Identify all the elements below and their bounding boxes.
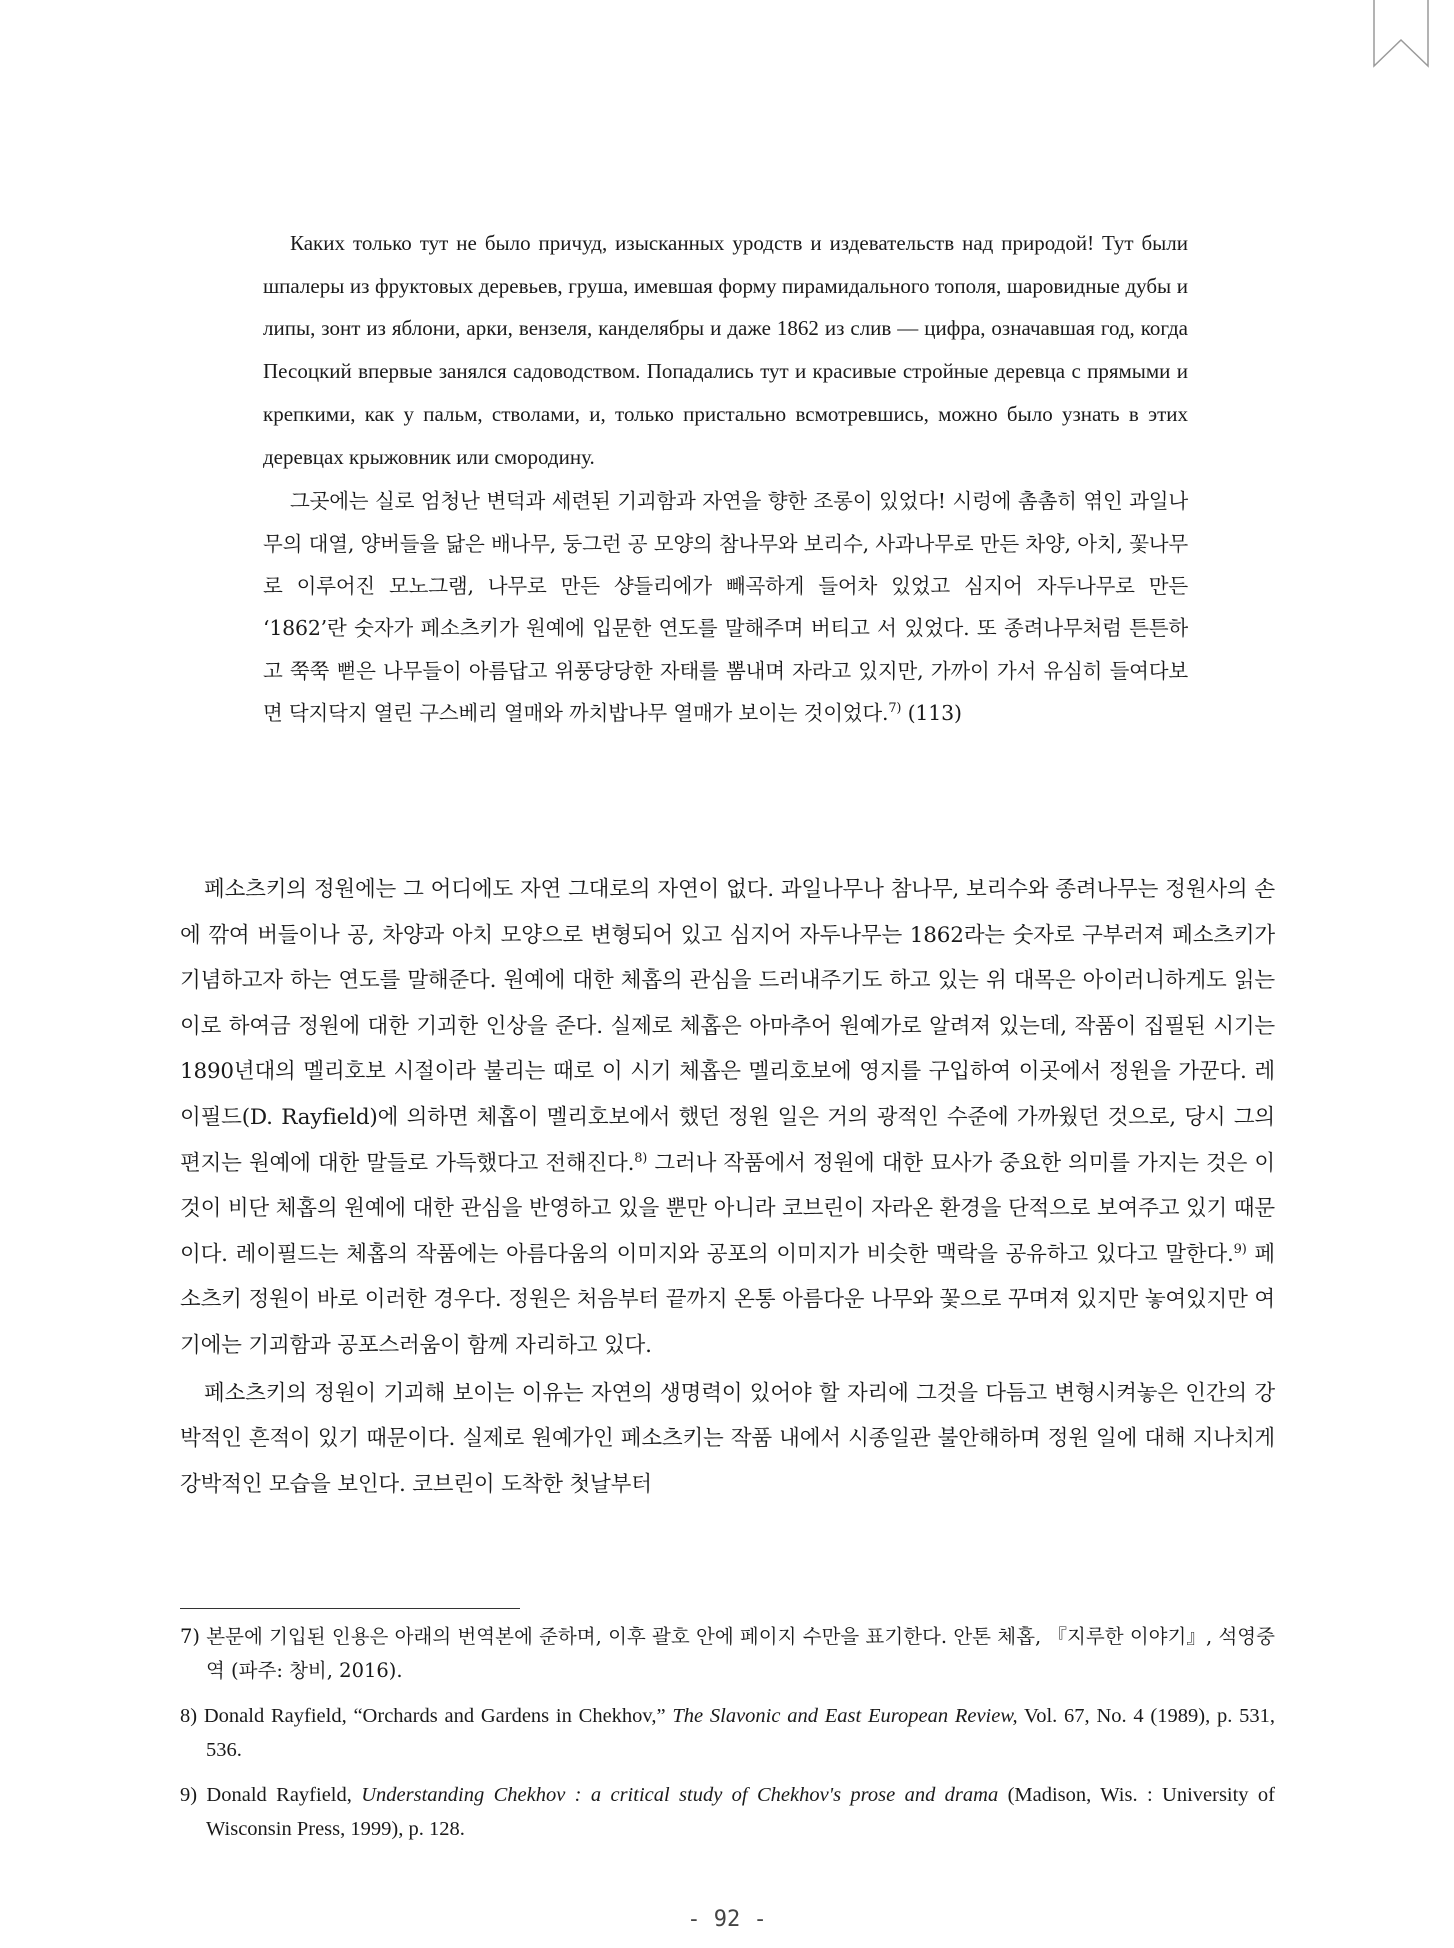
footnote-7: 7) 본문에 기입된 인용은 아래의 번역본에 준하며, 이후 괄호 안에 페이지 수만을 표기한다. 안톤 체홉, 『지루한 이야기』, 석영중 역 (파주: 창비, 2016). bbox=[180, 1625, 1275, 1682]
footnote-9-book-title: Understanding Chekhov : a critical study of Chekhov's prose and drama bbox=[361, 1784, 999, 1806]
footnote-8-text-b: Vol. 67, No. 4 (1989), p. 531, 536. bbox=[206, 1705, 1276, 1761]
block-quote bbox=[263, 222, 1188, 735]
footnotes bbox=[180, 1620, 1275, 1857]
footnote-9-text-a: 9) Donald Rayfield, bbox=[180, 1784, 362, 1806]
body-paragraph-1 bbox=[180, 867, 1275, 1369]
body-paragraph-1-part-a: 페소츠키의 정원에는 그 어디에도 자연 그대로의 자연이 없다. 과일나무나 참나무, 보리수와 종려나무는 정원사의 손에 깎여 버들이나 공, 차양과 아치 모양으로 변형되어 있고 심지어 자두나무는 1862라는 숫자로 구부러져 페소츠키가 기념하고자 하는 연도를 말해준다. 원예에 대한 체홉의 관심을 드러내주기도 하고 있는 위 대목은 아이러니하게도 읽는 이로 하여금 정원에 대한 기괴한 인상을 준다. 실제로 체홉은 아마추어 원예가로 알려져 있는데, 작품이 집필된 시기는 1890년대의 멜리호보 시절이라 불리는 때로 이 시기 체홉은 멜리호보에 영지를 구입하여 이곳에서 정원을 가꾼다. 레이필드(D. Rayfield)에 의하면 체홉이 멜리호보에서 했던 정원 일은 거의 광적인 수준에 가까웠던 것으로, 당시 그의 편지는 원예에 대한 말들로 가득했다고 전해진다. bbox=[180, 877, 1275, 1176]
quote-page-ref: (113) bbox=[901, 701, 962, 726]
footnote-ref-8[interactable]: 8) bbox=[634, 1150, 648, 1166]
body-paragraph-2: 페소츠키의 정원이 기괴해 보이는 이유는 자연의 생명력이 있어야 할 자리에 그것을 다듬고 변형시켜놓은 인간의 강박적인 흔적이 있기 때문이다. 실제로 원예가인 페소츠키는 작품 내에서 시종일관 불안해하며 정원 일에 대해 지나치게 강박적인 모습을 보인다. 코브린이 도착한 첫날부터 bbox=[180, 1380, 1275, 1497]
body-text bbox=[180, 867, 1275, 1507]
body-paragraph-1-part-c: 페소츠키 정원이 바로 이러한 경우다. 정원은 처음부터 끝까지 온통 아름다운 나무와 꽃으로 꾸며져 있지만 놓여있지만 여기에는 기괴함과 공포스러움이 함께 자리하고 있다. bbox=[180, 1241, 1275, 1358]
footnote-9-text-b: (Madison, Wis. : University of Wisconsin Press, 1999), p. 128. bbox=[206, 1784, 1275, 1840]
quote-korean-text: 그곳에는 실로 엄청난 변덕과 세련된 기괴함과 자연을 향한 조롱이 있었다! 시렁에 촘촘히 엮인 과일나무의 대열, 양버들을 닮은 배나무, 둥그런 공 모양의 참나무와 보리수, 사과나무로 만든 차양, 아치, 꽃나무로 이루어진 모노그램, 나무로 만든 샹들리에가 빼곡하게 들어차 있었고 심지어 자두나무로 만든 ‘1862’란 숫자가 페소츠키가 원예에 입문한 연도를 말해주며 버티고 서 있었다. 또 종려나무처럼 튼튼하고 쭉쭉 뻗은 나무들이 아름답고 위풍당당한 자태를 뽐내며 자라고 있지만, 가까이 가서 유심히 들여다보면 닥지닥지 열린 구스베리 열매와 까치밥나무 열매가 보이는 것이었다. bbox=[263, 489, 1188, 726]
footnote-9 bbox=[180, 1778, 1275, 1846]
footnote-8-text-a: 8) Donald Rayfield, “Orchards and Gardens in Chekhov,” bbox=[180, 1705, 673, 1727]
body-paragraph-1-part-b: 그러나 작품에서 정원에 대한 묘사가 중요한 의미를 가지는 것은 이것이 비단 체홉의 원예에 대한 관심을 반영하고 있을 뿐만 아니라 코브린이 자라온 환경을 단적으로 보여주고 있기 때문이다. 레이필드는 체홉의 작품에는 아름다움의 이미지와 공포의 이미지가 비슷한 맥락을 공유하고 있다고 말한다. bbox=[180, 1150, 1275, 1267]
bookmark-icon[interactable] bbox=[1372, 0, 1430, 68]
footnote-8-journal: The Slavonic and East European Review, bbox=[672, 1705, 1018, 1727]
quote-russian: Каких только тут не было причуд, изысканных уродств и издевательств над природой! Тут были шпалеры из фруктовых деревьев, груша, имевшая форму пирамидального тополя, шаровидные дубы и липы, зонт из яблони, арки, вензеля, канделябры и даже 1862 из слив — цифра, означавшая год, когда Песоцкий впервые занялся садоводством. Попадались тут и красивые стройные деревца с прямыми и крепкими, как у пальм, стволами, и, только пристально всмотревшись, можно было узнать в этих деревцах крыжовник или смородину. bbox=[263, 231, 1188, 469]
footnote-ref-9[interactable]: 9) bbox=[1233, 1241, 1247, 1257]
footnote-8 bbox=[180, 1699, 1275, 1767]
quote-korean bbox=[263, 480, 1188, 734]
footnote-divider bbox=[180, 1608, 520, 1609]
page-number: - 92 - bbox=[687, 1907, 767, 1932]
footnote-ref-7[interactable]: 7) bbox=[888, 701, 902, 717]
